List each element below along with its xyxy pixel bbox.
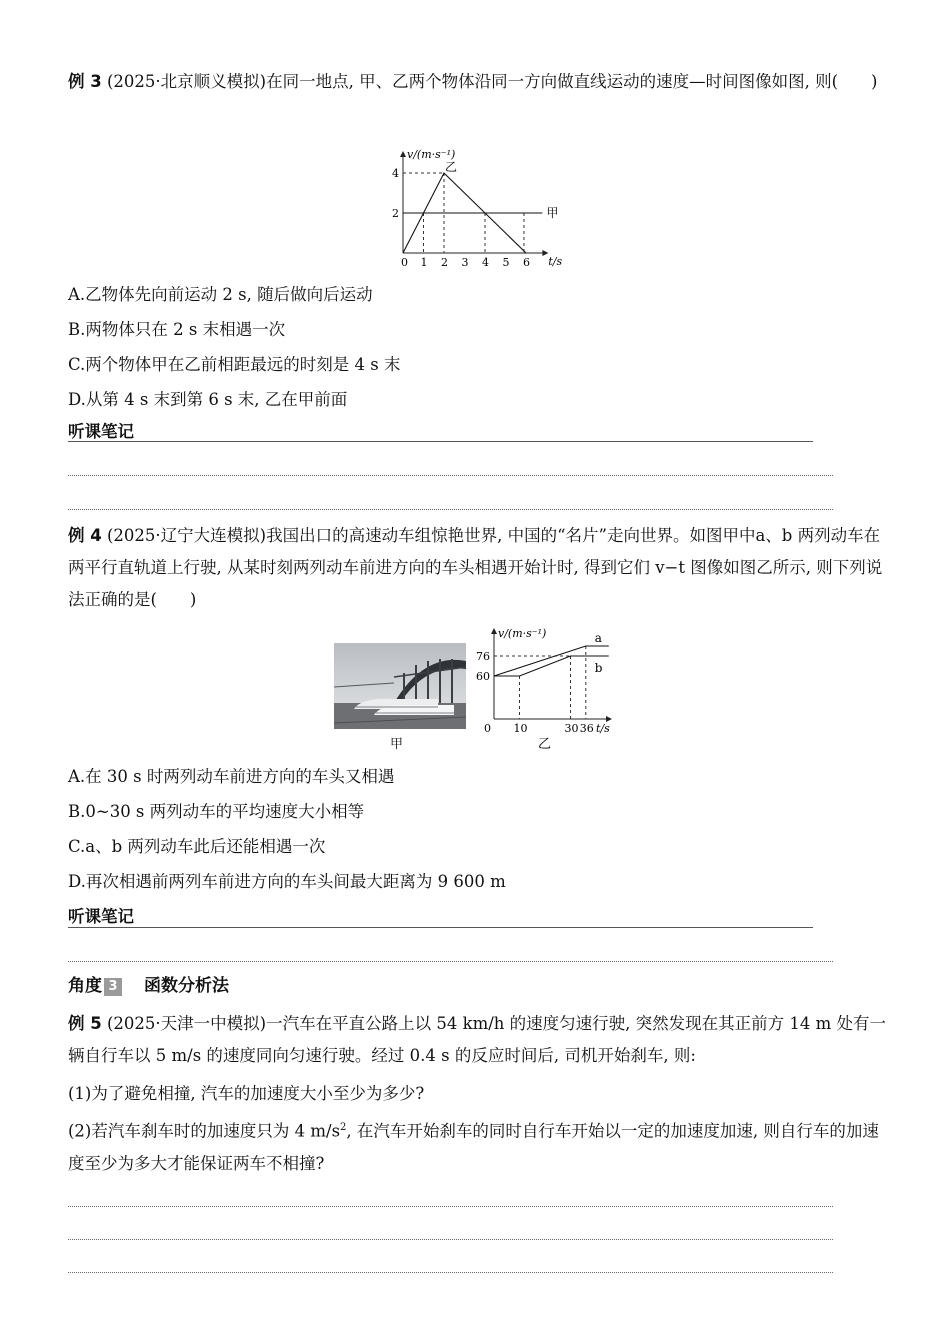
example-3-stem xyxy=(68,66,888,98)
x-axis-label: t/s xyxy=(596,722,610,735)
x-tick-label: 0 xyxy=(484,722,491,735)
x-tick-label: 2 xyxy=(441,256,448,269)
example-4-stem xyxy=(68,520,888,616)
answer-line[interactable] xyxy=(68,475,833,476)
y-tick-label: 2 xyxy=(392,207,399,220)
ex4-option-b: B.0~30 s 两列动车的平均速度大小相等 xyxy=(68,802,365,821)
x-axis-label: t/s xyxy=(548,255,563,268)
ex4-option-c: C.a、b 两列动车此后还能相遇一次 xyxy=(68,837,326,856)
x-tick-label: 5 xyxy=(502,256,510,269)
ex3-option-b: B.两物体只在 2 s 末相遇一次 xyxy=(68,320,286,339)
ex5-q2-part1: (2)若汽车刹车时的加速度只为 4 m/s xyxy=(68,1121,341,1141)
y-tick-label: 4 xyxy=(392,167,399,180)
chart-caption: 乙 xyxy=(538,737,552,752)
x-tick-label: 0 xyxy=(401,256,408,269)
x-tick-label: 1 xyxy=(420,256,428,269)
answer-line[interactable] xyxy=(68,509,833,510)
answer-line[interactable] xyxy=(68,1272,833,1273)
y-axis-arrow xyxy=(491,628,497,634)
section-number: 3 xyxy=(104,978,122,996)
example-3-text: (2025·北京顺义模拟)在同一地点, 甲、乙两个物体沿同一方向做直线运动的速度—时间图像如图, 则( ) xyxy=(106,72,878,91)
y-axis-arrow xyxy=(400,151,406,157)
ex3-option-c: C.两个物体甲在乙前相距最远的时刻是 4 s 末 xyxy=(68,355,401,374)
ex4-option-a: A.在 30 s 时两列动车前进方向的车头又相遇 xyxy=(68,767,395,786)
example-5-text: (2025·天津一中模拟)一汽车在平直公路上以 54 km/h 的速度匀速行驶, 突然发现在其正前方 14 m 处有一辆自行车以 5 m/s 的速度同向匀速行驶。经过 0.4 s 的反应时间后, 司机开始刹车, 则: xyxy=(68,1014,887,1065)
x-tick-label: 10 xyxy=(513,722,528,735)
y-axis-label: v/(m·s⁻¹) xyxy=(498,627,547,640)
x-tick-label: 4 xyxy=(482,256,489,269)
series-a-label: a xyxy=(594,631,602,645)
series-b-line xyxy=(494,656,609,676)
divider xyxy=(68,441,813,442)
ex5-question-1: (1)为了避免相撞, 汽车的加速度大小至少为多少? xyxy=(68,1084,425,1103)
ex3-notes-label: 听课笔记 xyxy=(68,422,134,441)
y-tick-label: 76 xyxy=(476,650,490,663)
y-axis-label: v/(m·s⁻¹) xyxy=(407,148,456,161)
section-heading xyxy=(68,974,229,998)
ex4-option-d: D.再次相遇前两列车前进方向的车头间最大距离为 9 600 m xyxy=(68,872,506,891)
example-5-label: 例 5 xyxy=(68,1014,102,1033)
divider xyxy=(68,927,813,928)
series-jia-label: 甲 xyxy=(546,206,559,220)
x-tick-label: 3 xyxy=(461,256,469,269)
ex5-question-2 xyxy=(68,1112,888,1180)
x-tick-label: 6 xyxy=(523,256,530,269)
ex3-option-a: A.乙物体先向前运动 2 s, 随后做向后运动 xyxy=(68,285,373,304)
example-3-label: 例 3 xyxy=(68,72,102,91)
series-b-label: b xyxy=(594,661,603,675)
example-4-label: 例 4 xyxy=(68,526,102,545)
example-4-text: (2025·辽宁大连模拟)我国出口的高速动车组惊艳世界, 中国的“名片”走向世界。如图甲中a、b 两列动车在两平行直轨道上行驶, 从某时刻两列动车前进方向的车头相遇开始计时, 得到它们 v−t 图像如图乙所示, 则下列说法正确的是( ) xyxy=(68,526,883,609)
x-tick-label: 36 xyxy=(579,722,594,735)
answer-line[interactable] xyxy=(68,1206,833,1207)
ex4-notes-label: 听课笔记 xyxy=(68,907,134,926)
ex5-q2-sup: 2 xyxy=(340,1122,347,1133)
series-a-line xyxy=(494,646,609,676)
y-tick-label: 60 xyxy=(476,670,490,683)
ex5-q2-part2: , 在汽车开始刹车的同时自行车开始以一定的加速度加速, 则自行车的加速度至少为多大才能保证两车不相撞? xyxy=(68,1121,879,1173)
ex3-option-d: D.从第 4 s 末到第 6 s 末, 乙在甲前面 xyxy=(68,390,348,409)
train-photo xyxy=(334,643,466,729)
example-5-stem xyxy=(68,1008,888,1072)
section-name: 函数分析法 xyxy=(144,976,229,996)
series-yi-label: 乙 xyxy=(445,160,458,174)
photo-caption: 甲 xyxy=(390,737,404,752)
chart-ex4 xyxy=(472,624,622,754)
section-title: 角度 xyxy=(68,976,102,996)
chart-ex3 xyxy=(380,138,580,272)
answer-line[interactable] xyxy=(68,961,833,962)
x-tick-label: 30 xyxy=(564,722,579,735)
answer-line[interactable] xyxy=(68,1239,833,1240)
